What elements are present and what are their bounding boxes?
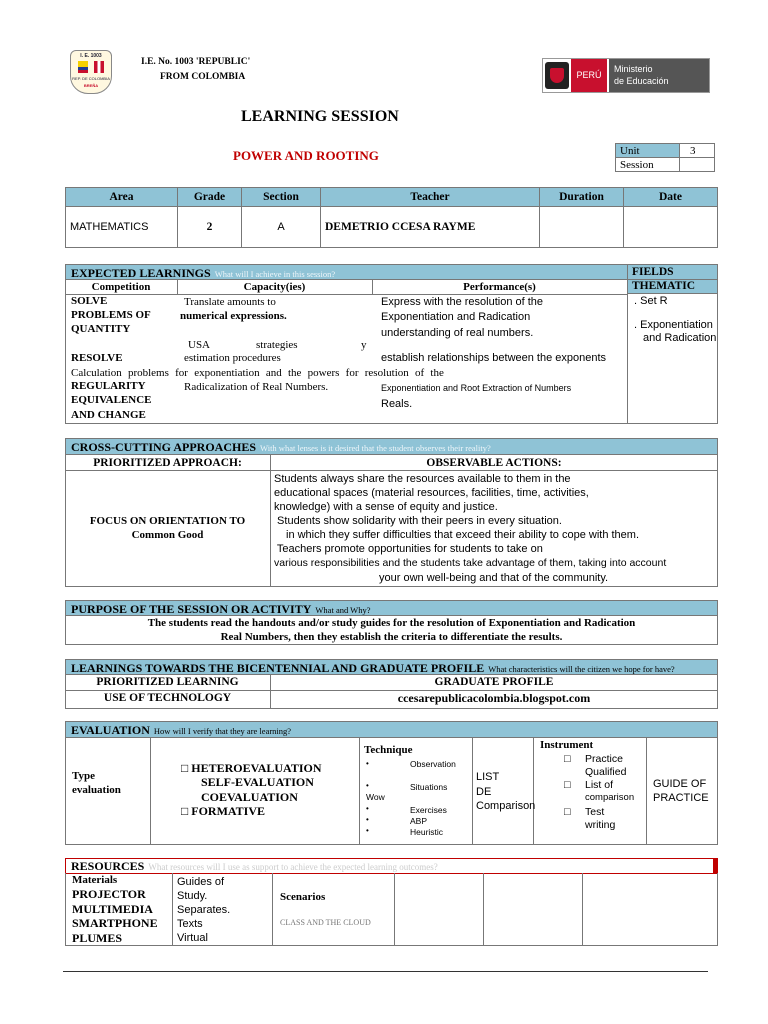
capacity-2: estimation procedures xyxy=(184,352,281,364)
bicentennial-band xyxy=(65,659,718,675)
unit-value: 3 xyxy=(680,144,715,158)
approach-name: Common Good xyxy=(131,529,204,541)
cross-cutting-band xyxy=(65,438,718,455)
logo-text-top: I. E. 1003 xyxy=(80,53,102,59)
material-item: SMARTPHONE xyxy=(72,916,158,930)
type-evaluation-label: Type xyxy=(72,770,96,782)
session-value xyxy=(680,158,715,172)
action-line: Teachers promote opportunities for students to take on xyxy=(274,543,543,555)
heteroevaluation-option[interactable]: □ HETEROEVALUATION xyxy=(181,761,322,775)
cross-cutting-question: With what lenses is it desired that the student observes their reality? xyxy=(260,443,491,453)
info-table xyxy=(65,187,718,248)
observable-actions-header: OBSERVABLE ACTIONS: xyxy=(426,457,562,469)
list-comparison: Comparison xyxy=(476,800,536,812)
technique-bullet: • xyxy=(366,815,369,824)
info-teacher-value: DEMETRIO CCESA RAYME xyxy=(321,207,540,248)
info-grade-value: 2 xyxy=(178,207,242,248)
info-header-grade: Grade xyxy=(178,188,242,207)
approach-name: FOCUS ON ORIENTATION TO xyxy=(89,515,246,527)
technique-item: Observation xyxy=(410,759,456,769)
performance-2: Exponentiation and Root Extraction of Numbers xyxy=(381,383,572,393)
list-comparison: DE xyxy=(476,786,492,798)
capacity-2: Radicalization of Real Numbers. xyxy=(184,381,329,393)
performance-2: Reals. xyxy=(381,398,413,410)
instrument-label: Instrument xyxy=(540,739,594,751)
cross-cutting-title: CROSS-CUTTING APPROACHES xyxy=(71,440,257,454)
footer-rule xyxy=(63,971,708,972)
ministry-panel xyxy=(609,59,709,92)
technique-bullet: • xyxy=(366,804,369,813)
col-competition: Competition xyxy=(91,281,151,293)
checkbox-icon[interactable]: □ xyxy=(564,753,571,765)
evaluation-question: How will I verify that they are learning? xyxy=(153,726,292,736)
resources-question: What resources will I use as support to achieve the expected learning outcomes? xyxy=(148,862,438,872)
competition-2: REGULARITY xyxy=(71,380,146,392)
expected-learnings-band xyxy=(65,264,628,280)
prioritized-learning-value: USE OF TECHNOLOGY xyxy=(103,692,232,704)
field-item: and Radication xyxy=(643,332,717,344)
material-item: MULTIMEDIA xyxy=(72,902,153,916)
flag-icon xyxy=(94,61,104,73)
unit-label: Unit xyxy=(616,144,680,158)
capacity-2: strategies xyxy=(256,339,298,351)
technique-bullet: • xyxy=(366,826,369,835)
resources-title: RESOURCES xyxy=(71,859,145,873)
coevaluation-option[interactable]: COEVALUATION xyxy=(201,790,298,804)
instrument-item: List of xyxy=(585,779,614,791)
action-line: educational spaces (material resources, facilities, time, activities, xyxy=(274,487,589,499)
technique-bullet: • xyxy=(366,759,369,768)
competition-2: RESOLVE xyxy=(71,352,123,364)
instrument-item: comparison xyxy=(585,792,635,803)
graduate-profile-link[interactable]: ccesarepublicacolombia.blogspot.com xyxy=(397,691,591,705)
purpose-band xyxy=(65,600,718,616)
flag-icon xyxy=(78,61,88,73)
guide-item: Guides of xyxy=(177,876,225,888)
field-item: . Set R xyxy=(634,295,668,307)
competition-1: QUANTITY xyxy=(71,323,131,335)
page-subtitle: POWER AND ROOTING xyxy=(233,148,379,163)
prioritized-learning-header: PRIORITIZED LEARNING xyxy=(96,676,239,688)
instrument-item: writing xyxy=(585,819,616,831)
capacity-1: numerical expressions. xyxy=(180,310,287,322)
session-label: Session xyxy=(616,158,680,172)
guide-item: Study. xyxy=(177,890,208,902)
technique-item: ABP xyxy=(410,816,428,826)
school-logo xyxy=(70,50,112,94)
technique-item: Heuristic xyxy=(410,827,444,837)
fields-label: FIELDS xyxy=(632,266,674,278)
info-header-duration: Duration xyxy=(540,188,624,207)
material-item: PLUMES xyxy=(72,931,123,945)
competition-2: AND CHANGE xyxy=(71,409,146,421)
info-duration-value xyxy=(540,207,624,248)
technique-item: Situations xyxy=(410,782,448,792)
info-date-value xyxy=(624,207,718,248)
technique-item: Exercises xyxy=(410,805,447,815)
purpose-title: PURPOSE OF THE SESSION OR ACTIVITY xyxy=(71,602,312,616)
info-header-area: Area xyxy=(66,188,178,207)
performance-1: understanding of real numbers. xyxy=(381,327,534,339)
school-name-line1: I.E. No. 1003 'REPUBLIC' xyxy=(141,57,251,67)
instrument-item: Test xyxy=(585,806,605,818)
technique-item: Wow xyxy=(366,792,385,802)
info-section-value: A xyxy=(242,207,321,248)
guide-of-practice: GUIDE OF xyxy=(653,778,707,790)
evaluation-title: EVALUATION xyxy=(71,723,150,737)
bicentennial-question: What characteristics will the citizen we hope for have? xyxy=(488,664,675,674)
action-line: in which they suffer difficulties that exceed their ability to cope with them. xyxy=(286,529,639,541)
guide-item: Texts xyxy=(177,918,203,930)
purpose-text: The students read the handouts and/or study guides for the resolution of Exponentiation and Radication xyxy=(147,617,636,629)
guide-item: Separates. xyxy=(177,904,231,916)
performance-1: Express with the resolution of the xyxy=(381,296,544,308)
competition-1: SOLVE xyxy=(71,295,108,307)
capacity-2: USA xyxy=(188,339,211,351)
action-line: knowledge) with a sense of equity and justice. xyxy=(274,501,498,513)
list-comparison: LIST xyxy=(476,771,500,783)
logo-text-mid: REP. DE COLOMBIA xyxy=(72,76,110,81)
thematic-label: THEMATIC xyxy=(632,280,696,292)
info-header-date: Date xyxy=(624,188,718,207)
ministry-line2: de Educación xyxy=(614,76,669,86)
checkbox-icon[interactable]: □ xyxy=(564,779,571,791)
col-capacity: Capacity(ies) xyxy=(243,281,306,293)
competition-1: PROBLEMS OF xyxy=(71,309,151,321)
unit-box xyxy=(615,143,715,172)
resources-band xyxy=(65,858,718,874)
info-header-teacher: Teacher xyxy=(321,188,540,207)
logo-text-bot: BREÑA xyxy=(83,83,99,88)
col-performance: Performance(s) xyxy=(463,281,536,293)
technique-label: Technique xyxy=(364,744,413,756)
calculation-line: Calculation problems for exponentiation and the powers for resolution of the xyxy=(71,367,444,379)
resources-frame xyxy=(65,873,718,946)
graduate-profile-header: GRADUATE PROFILE xyxy=(434,676,554,688)
competition-2: EQUIVALENCE xyxy=(71,394,152,406)
capacity-2: y xyxy=(361,339,367,351)
prioritized-approach-header: PRIORITIZED APPROACH: xyxy=(93,457,242,469)
scenarios-label: Scenarios xyxy=(280,891,326,903)
expected-learnings-question: What will I achieve in this session? xyxy=(214,269,336,279)
peru-shield-icon xyxy=(545,62,569,89)
action-line: your own well-being and that of the community. xyxy=(379,572,609,584)
purpose-text: Real Numbers, then they establish the criteria to differentiate the results. xyxy=(220,631,563,643)
type-evaluation-label: evaluation xyxy=(72,784,121,796)
guide-of-practice: PRACTICE xyxy=(653,792,709,804)
material-item: PROJECTOR xyxy=(72,887,146,901)
action-line: various responsibilities and the students take advantage of them, taking into account xyxy=(274,557,667,569)
expected-learnings-title: EXPECTED LEARNINGS xyxy=(71,266,211,280)
purpose-question: What and Why? xyxy=(315,605,371,615)
formative-option[interactable]: □ FORMATIVE xyxy=(181,804,266,818)
instrument-item: Practice xyxy=(585,753,623,765)
technique-bullet: • xyxy=(366,781,369,790)
performance-1: Exponentiation and Radication xyxy=(381,311,531,323)
material-item: Materials xyxy=(72,874,118,886)
school-name-line2: FROM COLOMBIA xyxy=(160,72,246,82)
action-line: Students show solidarity with their peers in every situation. xyxy=(274,515,562,527)
checkbox-icon[interactable]: □ xyxy=(564,806,571,818)
field-item: . Exponentiation xyxy=(634,319,713,331)
scenarios-value: CLASS AND THE CLOUD xyxy=(280,918,371,927)
page-title: LEARNING SESSION xyxy=(241,108,399,125)
self-evaluation-option[interactable]: SELF-EVALUATION xyxy=(201,775,314,789)
capacity-1: Translate amounts to xyxy=(184,296,276,308)
ministry-line1: Ministerio xyxy=(614,64,653,74)
evaluation-band xyxy=(65,721,718,738)
info-area-value: MATHEMATICS xyxy=(66,207,178,248)
ministry-logo xyxy=(542,58,710,93)
performance-2: establish relationships between the exponents xyxy=(381,352,607,364)
info-header-section: Section xyxy=(242,188,321,207)
peru-label: PERÚ xyxy=(571,59,607,92)
guide-item: Virtual xyxy=(177,932,208,944)
bicentennial-title: LEARNINGS TOWARDS THE BICENTENNIAL AND GRADUATE PROFILE xyxy=(71,661,485,675)
instrument-item: Qualified xyxy=(585,766,627,778)
action-line: Students always share the resources available to them in the xyxy=(274,473,571,485)
